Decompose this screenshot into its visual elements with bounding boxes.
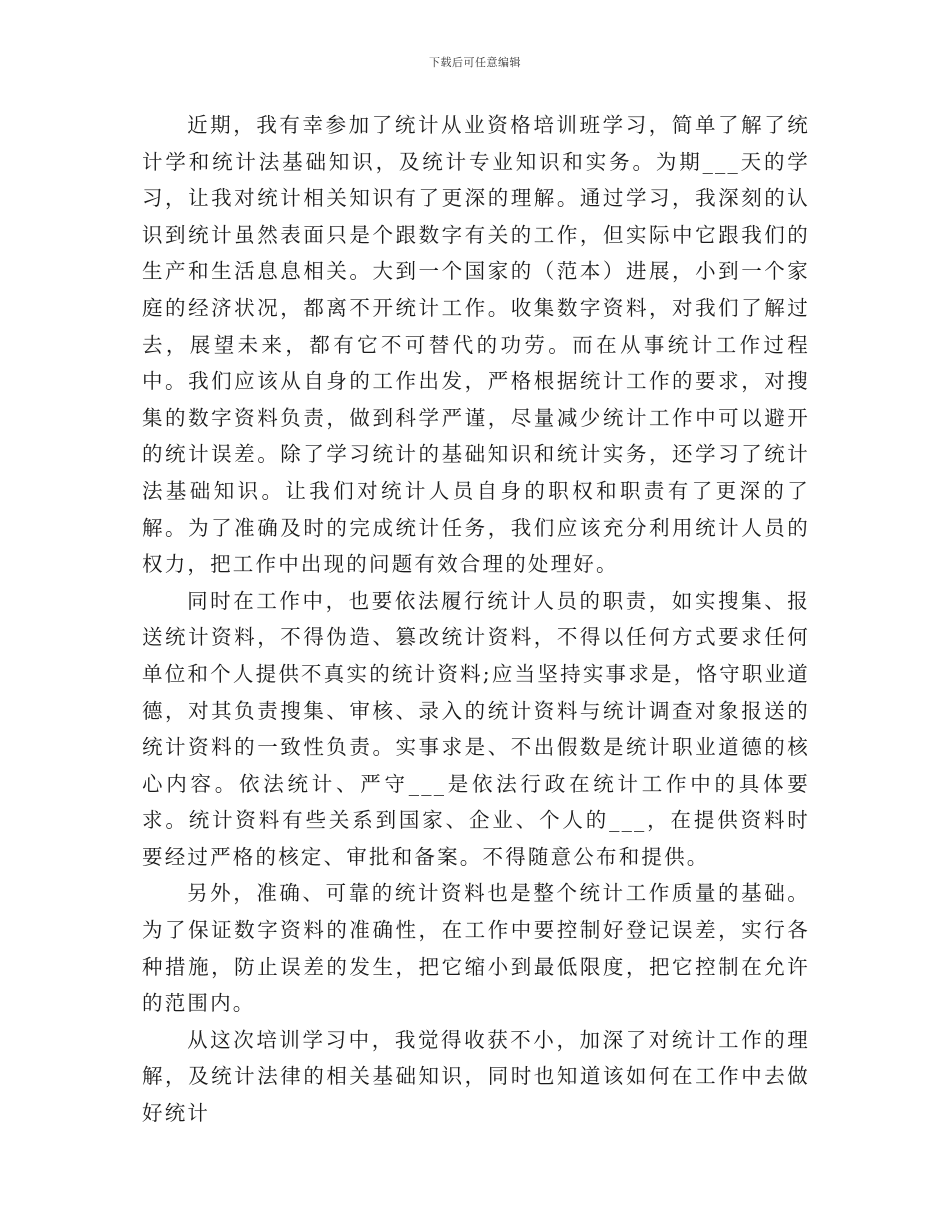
document-body [142, 107, 810, 1132]
paragraph-4: 从这次培训学习中，我觉得收获不小，加深了对统计工作的理解，及统计法律的相关基础知识，同时也知道该如何在工作中去做好统计 [142, 1027, 810, 1126]
paragraph-1: 近期，我有幸参加了统计从业资格培训班学习，简单了解了统计学和统计法基础知识，及统计专业知识和实务。为期___天的学习，让我对统计相关知识有了更深的理解。通过学习，我深刻的认识到统计虽然表面只是个跟数字有关的工作，但实际中它跟我们的生产和生活息息相关。大到一个国家的（范本）进展，小到一个家庭的经济状况，都离不开统计工作。收集数字资料，对我们了解过去，展望未来，都有它不可替代的功劳。而在从事统计工作过程中。我们应该从自身的工作出发，严格根据统计工作的要求，对搜集的数字资料负责，做到科学严谨，尽量减少统计工作中可以避开的统计误差。除了学习统计的基础知识和统计实务，还学习了统计法基础知识。让我们对统计人员自身的职权和职责有了更深的了解。为了准确及时的完成统计任务，我们应该充分利用统计人员的权力，把工作中出现的问题有效合理的处理好。 [142, 113, 810, 577]
paragraph-3: 另外，准确、可靠的统计资料也是整个统计工作质量的基础。为了保证数字资料的准确性，在工作中要控制好登记误差，实行各种措施，防止误差的发生，把它缩小到最低限度，把它控制在允许的范围内。 [142, 881, 810, 1016]
paragraph-2: 同时在工作中，也要依法履行统计人员的职责，如实搜集、报送统计资料，不得伪造、篡改统计资料，不得以任何方式要求任何单位和个人提供不真实的统计资料;应当坚持实事求是，恪守职业道德，对其负责搜集、审核、录入的统计资料与统计调查对象报送的统计资料的一致性负责。实事求是、不出假数是统计职业道德的核心内容。依法统计、严守___是依法行政在统计工作中的具体要求。统计资料有些关系到国家、企业、个人的___，在提供资料时要经过严格的核定、审批和备案。不得随意公布和提供。 [142, 588, 810, 869]
page-header: 下载后可任意编辑 [429, 56, 521, 69]
